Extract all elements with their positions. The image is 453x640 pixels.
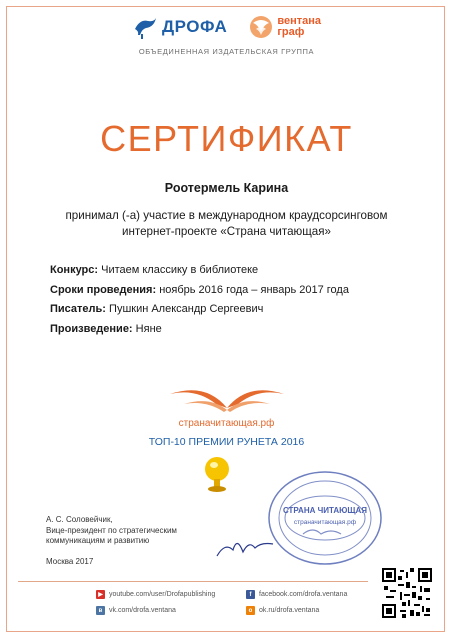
detail-value: Читаем классику в библиотеке — [101, 264, 259, 276]
detail-label: Конкурс: — [50, 264, 99, 276]
publishing-group-name: ОБЪЕДИНЕННАЯ ИЗДАТЕЛЬСКАЯ ГРУППА — [138, 47, 315, 56]
participation-text — [20, 208, 433, 240]
city-year: Москва 2017 — [46, 557, 94, 566]
certificate-title: СЕРТИФИКАТ — [100, 118, 353, 159]
footer-divider — [18, 581, 368, 582]
drofa-logo — [132, 15, 227, 39]
open-book-emblem-icon — [166, 374, 288, 414]
facebook-icon: f — [246, 590, 255, 599]
runet-award: ТОП-10 ПРЕМИИ РУНЕТА 2016 — [148, 436, 305, 448]
drofa-bird-icon — [132, 15, 158, 39]
detail-row-work — [50, 320, 349, 340]
detail-row-dates — [50, 281, 349, 301]
social-link-odnoklassniki[interactable] — [246, 606, 319, 615]
qr-code[interactable] — [382, 568, 432, 618]
detail-label: Писатель: — [50, 303, 106, 315]
social-link-youtube[interactable] — [96, 590, 215, 599]
detail-value: ноябрь 2016 года – январь 2017 года — [159, 283, 349, 296]
project-site: страначитающая.рф — [178, 418, 275, 429]
social-url: ok.ru/drofa.ventana — [259, 607, 320, 614]
stamp-name-line-1: СТРАНА ЧИТАЮЩАЯ — [282, 506, 368, 515]
detail-value: Пушкин Александр Сергеевич — [109, 303, 264, 315]
social-link-vk[interactable] — [96, 606, 176, 615]
social-url: facebook.com/drofa.ventana — [259, 591, 348, 598]
odnoklassniki-icon: о — [246, 606, 255, 615]
detail-row-writer — [50, 300, 349, 320]
detail-value: Няне — [135, 322, 162, 335]
ventana-mark-icon — [249, 15, 273, 39]
ventana-logo-line2: граф — [277, 26, 305, 38]
drofa-logo-text: ДРОФА — [162, 17, 228, 36]
detail-label: Произведение: — [50, 322, 133, 335]
signature-icon — [215, 530, 275, 560]
detail-label: Сроки проведения: — [50, 283, 157, 296]
contest-details — [50, 261, 349, 339]
signer-block — [46, 515, 177, 547]
participation-line-2: интернет-проекте «Страна читающая» — [122, 225, 331, 238]
ventana-logo-text — [277, 16, 321, 38]
stamp-name-line-2: страначитающая.рф — [293, 519, 357, 526]
social-url: youtube.com/user/Drofapublishing — [109, 591, 216, 598]
youtube-icon: ▶ — [96, 590, 105, 599]
social-link-facebook[interactable] — [246, 590, 347, 599]
social-url: vk.com/drofa.ventana — [109, 607, 176, 614]
ventana-logo-line1: вентана — [277, 15, 321, 27]
signer-position-line-2: коммуникациям и развитию — [46, 536, 150, 545]
signer-name: А. С. Соловейчик, — [46, 515, 113, 524]
official-stamp — [265, 468, 385, 568]
participation-line-1: принимал (-а) участие в международном краудсорсинговом — [65, 209, 388, 222]
publisher-header — [0, 10, 453, 56]
recipient-name: Роотермель Карина — [164, 181, 289, 195]
runet-prize-icon — [202, 455, 232, 493]
vk-icon: в — [96, 606, 105, 615]
detail-row-contest — [50, 261, 349, 281]
signer-position-line-1: Вице-президент по стратегическим — [46, 525, 177, 535]
ventana-graf-logo — [249, 15, 321, 39]
